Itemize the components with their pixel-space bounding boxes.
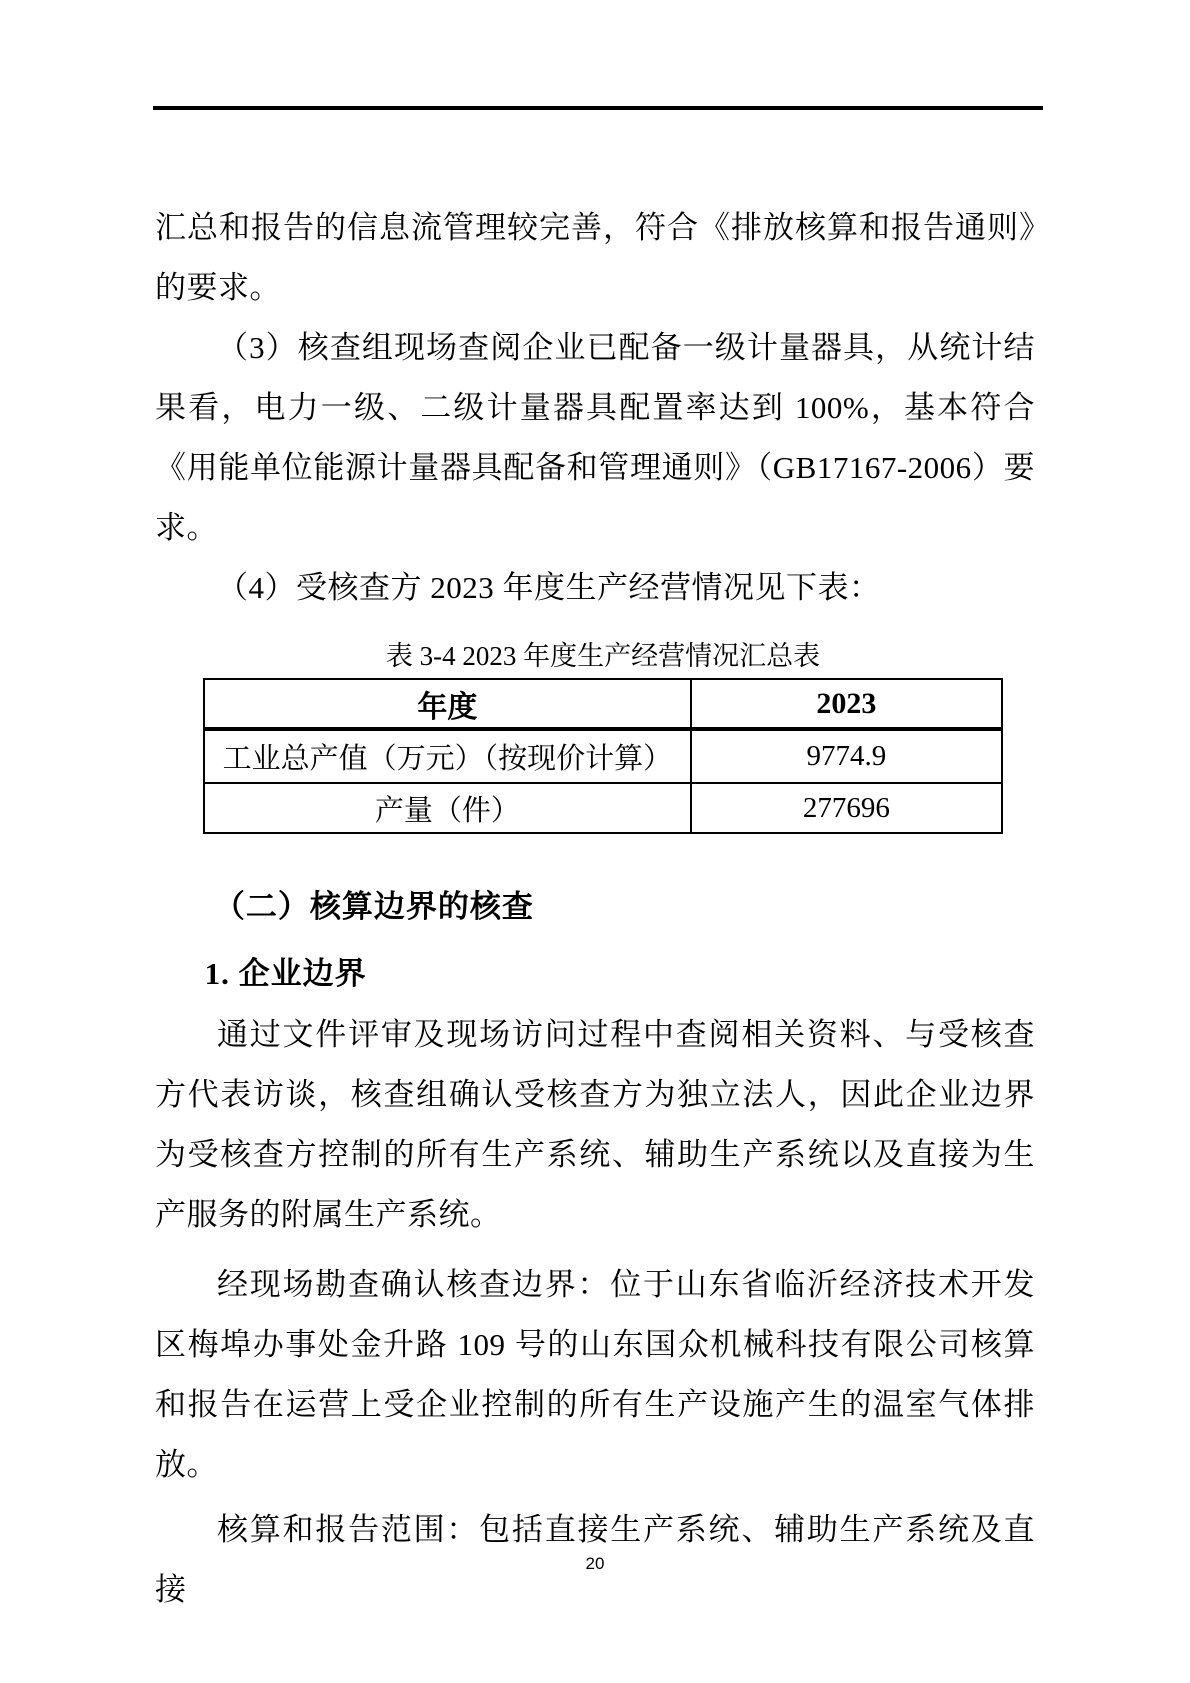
table-header-2023: 2023	[691, 679, 1002, 729]
page-number: 20	[585, 1554, 605, 1573]
paragraph-item-3-metering: （3）核查组现场查阅企业已配备一级计量器具，从统计结果看，电力一级、二级计量器具配置率达到 100%，基本符合《用能单位能源计量器具配备和管理通则》（GB17167-2006）要求。	[155, 330, 1035, 545]
header-rule	[153, 106, 1043, 110]
table-header-row	[204, 679, 1002, 729]
paragraph-item-4-production: （4）受核查方 2023 年度生产经营情况见下表：	[217, 570, 881, 605]
production-summary-table	[203, 678, 1003, 834]
paragraph-site-verification: 经现场勘查确认核查边界：位于山东省临沂经济技术开发区梅埠办事处金升路 109 号的山东国众机械科技有限公司核算和报告在运营上受企业控制的所有生产设施产生的温室气体排放。	[155, 1267, 1035, 1482]
section-heading-accounting-boundary: （二）核算边界的核查	[213, 889, 534, 924]
page-content	[155, 198, 1035, 1620]
paragraph-report-info-flow: 汇总和报告的信息流管理较完善，符合《排放核算和报告通则》的要求。	[155, 210, 1035, 305]
table-header-year: 年度	[204, 679, 691, 729]
subsection-heading-enterprise-boundary: 1. 企业边界	[204, 956, 367, 991]
paragraph-enterprise-boundary: 通过文件评审及现场访问过程中查阅相关资料、与受核查方代表访谈，核查组确认受核查方为独立法人，因此企业边界为受核查方控制的所有生产系统、辅助生产系统以及直接为生产服务的附属生产系统。	[155, 1017, 1035, 1232]
table-row	[204, 729, 1002, 783]
table-cell-quantity-label: 产量（件）	[204, 783, 691, 833]
table-cell-output-value: 9774.9	[691, 729, 1002, 783]
paragraph-reporting-scope: 核算和报告范围：包括直接生产系统、辅助生产系统及直接	[155, 1512, 1035, 1607]
table-row	[204, 783, 1002, 833]
table-cell-quantity-value: 277696	[691, 783, 1002, 833]
table-cell-output-value-label: 工业总产值（万元）（按现价计算）	[204, 729, 691, 783]
table-caption: 表 3-4 2023 年度生产经营情况汇总表	[385, 641, 821, 671]
